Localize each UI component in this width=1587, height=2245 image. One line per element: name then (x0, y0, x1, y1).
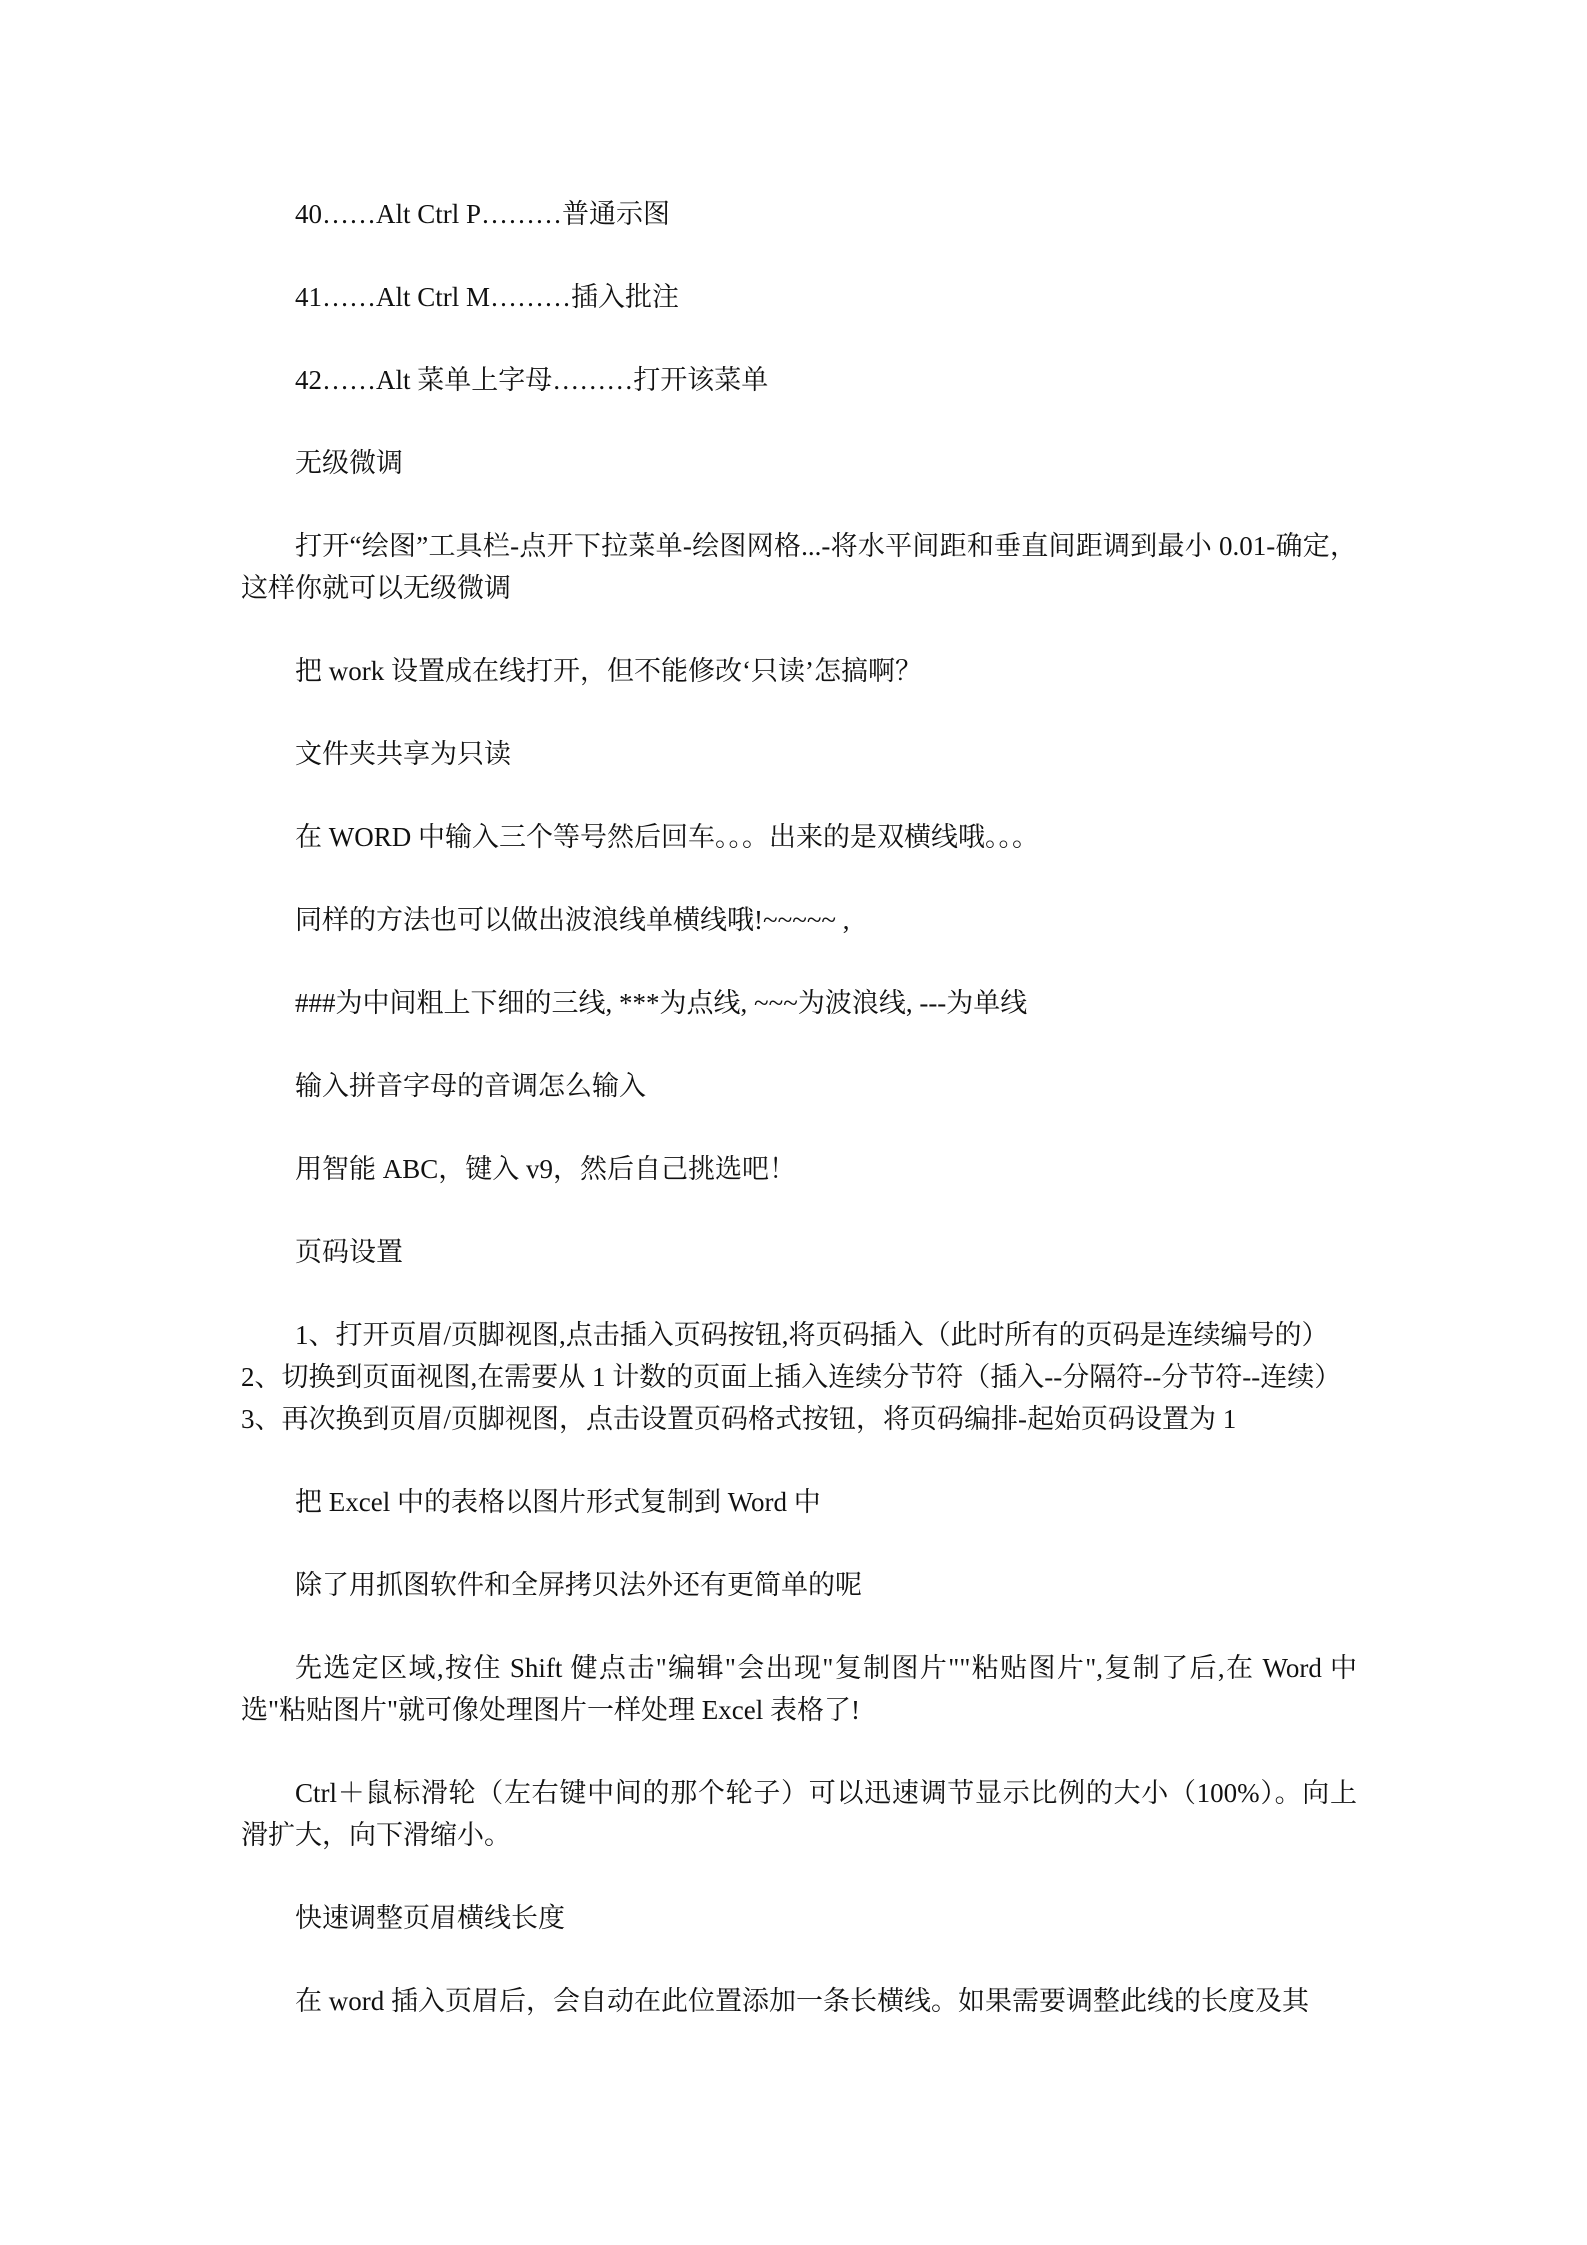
question-pinyin-tone: 输入拼音字母的音调怎么输入 (295, 1071, 646, 1101)
heading-page-number: 页码设置 (295, 1237, 403, 1267)
question-readonly: 把 work 设置成在线打开，但不能修改‘只读’怎搞啊？ (295, 656, 922, 686)
paragraph-wave-line: 同样的方法也可以做出波浪线单横线哦!~~~~~ , (295, 905, 850, 935)
shortcut-line-42: 42……Alt 菜单上字母………打开该菜单 (295, 365, 769, 395)
page-number-step-2: 2、切换到页面视图,在需要从 1 计数的页面上插入连续分节符（插入--分隔符--分节符--连续） (241, 1362, 1342, 1392)
answer-pinyin-tone: 用智能 ABC，键入 v9，然后自己挑选吧！ (295, 1154, 797, 1184)
shortcut-line-40: 40……Alt Ctrl P………普通示图 (295, 199, 671, 229)
paragraph-copy-picture: 先选定区域,按住 Shift 健点击"编辑"会出现"复制图片""粘贴图片",复制了后,在 Word 中选"粘贴图片"就可像处理图片一样处理 Excel 表格了! (241, 1653, 1357, 1725)
paragraph-ctrl-wheel-zoom: Ctrl＋鼠标滑轮（左右键中间的那个轮子）可以迅速调节显示比例的大小（100%）。向上滑扩大，向下滑缩小。 (241, 1778, 1357, 1850)
paragraph-double-line: 在 WORD 中输入三个等号然后回车。。。出来的是双横线哦。。。 (295, 822, 1039, 852)
heading-stepless-adjust: 无级微调 (295, 448, 403, 478)
page-number-step-3: 3、再次换到页眉/页脚视图，点击设置页码格式按钮，将页码编排-起始页码设置为 1 (241, 1404, 1237, 1434)
question-simpler-method: 除了用抓图软件和全屏拷贝法外还有更简单的呢 (295, 1570, 862, 1600)
paragraph-stepless-adjust: 打开“绘图”工具栏-点开下拉菜单-绘图网格...-将水平间距和垂直间距调到最小 0.01-确定，这样你就可以无级微调 (241, 531, 1357, 603)
page-number-step-1: 1、打开页眉/页脚视图,点击插入页码按钮,将页码插入（此时所有的页码是连续编号的） (295, 1320, 1329, 1350)
shortcut-line-41: 41……Alt Ctrl M………插入批注 (295, 282, 680, 312)
heading-excel-to-word: 把 Excel 中的表格以图片形式复制到 Word 中 (295, 1487, 821, 1517)
document-body (241, 193, 1357, 2022)
paragraph-line-types: ###为中间粗上下细的三线, ***为点线, ~~~为波浪线, ---为单线 (295, 988, 1028, 1018)
paragraph-header-line: 在 word 插入页眉后，会自动在此位置添加一条长横线。如果需要调整此线的长度及其 (295, 1986, 1309, 2016)
answer-readonly: 文件夹共享为只读 (295, 739, 511, 769)
heading-header-line-length: 快速调整页眉横线长度 (295, 1903, 565, 1933)
